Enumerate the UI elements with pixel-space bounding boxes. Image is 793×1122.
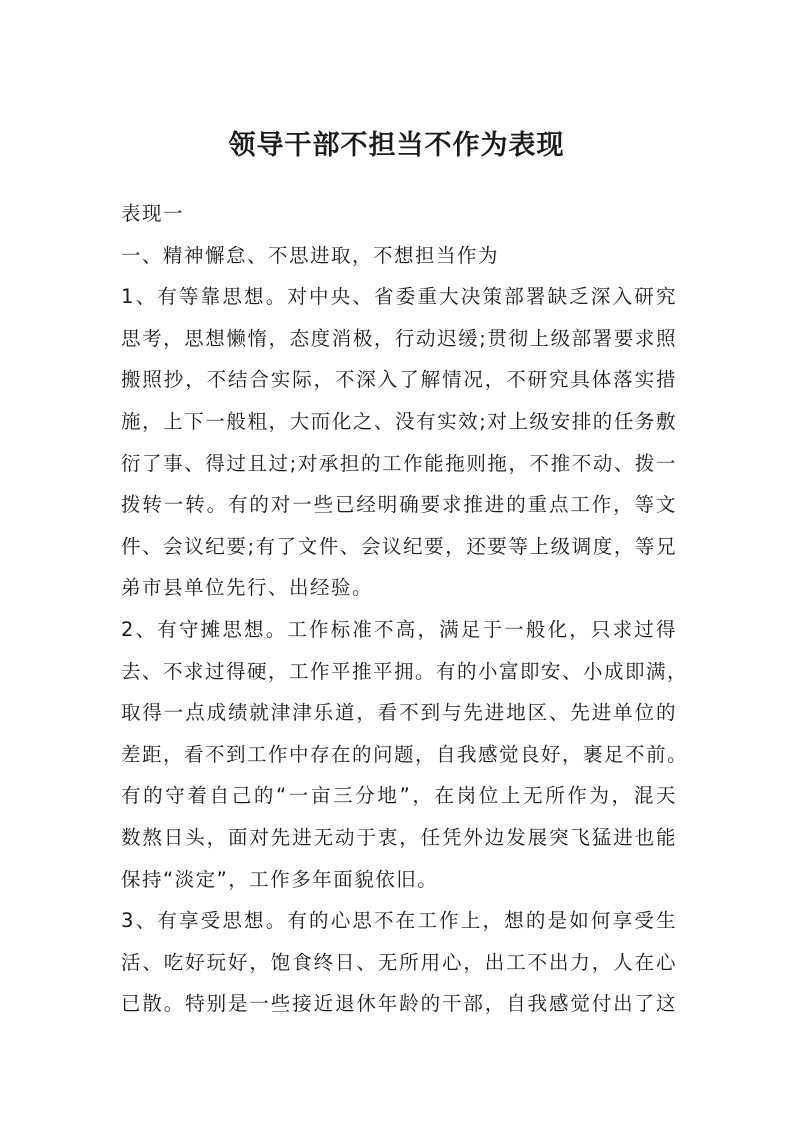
paragraph-line: 去、不求过得硬，工作平推平拥。有的小富即安、小成即满， xyxy=(121,659,689,683)
paragraph-line: 弟市县单位先行、出经验。 xyxy=(121,576,374,600)
paragraph-line: 差距，看不到工作中存在的问题，自我感觉良好，裹足不前。 xyxy=(121,742,689,766)
paragraph-line: 数熬日头，面对先进无动于衷，任凭外边发展突飞猛进也能 xyxy=(121,825,677,849)
paragraph-line: 衍了事、得过且过;对承担的工作能拖则拖，不推不动、拨一 xyxy=(121,451,677,475)
paragraph-line: 拨转一转。有的对一些已经明确要求推进的重点工作，等文 xyxy=(121,493,677,517)
subsection-heading-line: 一、精神懈怠、不思进取，不想担当作为 xyxy=(121,243,500,267)
paragraph-line: 有的守着自己的“一亩三分地”，在岗位上无所作为，混天 xyxy=(121,784,677,808)
document-body xyxy=(121,193,689,1025)
paragraph-line: 1、有等靠思想。对中央、省委重大决策部署缺乏深入研究 xyxy=(121,285,677,309)
paragraph-line: 活、吃好玩好，饱食终日、无所用心，出工不出力，人在心 xyxy=(121,950,677,974)
paragraph-line: 施，上下一般粗，大而化之、没有实效;对上级安排的任务敷 xyxy=(121,409,677,433)
paragraph-line: 保持“淡定”，工作多年面貌依旧。 xyxy=(121,867,439,891)
paragraph-line: 已散。特别是一些接近退休年龄的干部，自我感觉付出了这 xyxy=(121,992,677,1016)
document-title: 领导干部不担当不作为表现 xyxy=(228,130,565,161)
paragraph-line: 2、有守摊思想。工作标准不高，满足于一般化，只求过得 xyxy=(121,617,677,641)
paragraph-line: 思考，思想懒惰，态度消极，行动迟缓;贯彻上级部署要求照 xyxy=(121,326,677,350)
paragraph-line: 取得一点成绩就津津乐道，看不到与先进地区、先进单位的 xyxy=(121,701,677,725)
paragraph-line: 3、有享受思想。有的心思不在工作上，想的是如何享受生 xyxy=(121,909,677,933)
section-heading-line: 表现一 xyxy=(121,202,185,225)
paragraph-line: 搬照抄，不结合实际，不深入了解情况，不研究具体落实措 xyxy=(121,368,677,392)
paragraph-line: 件、会议纪要;有了文件、会议纪要，还要等上级调度，等兄 xyxy=(121,534,677,558)
